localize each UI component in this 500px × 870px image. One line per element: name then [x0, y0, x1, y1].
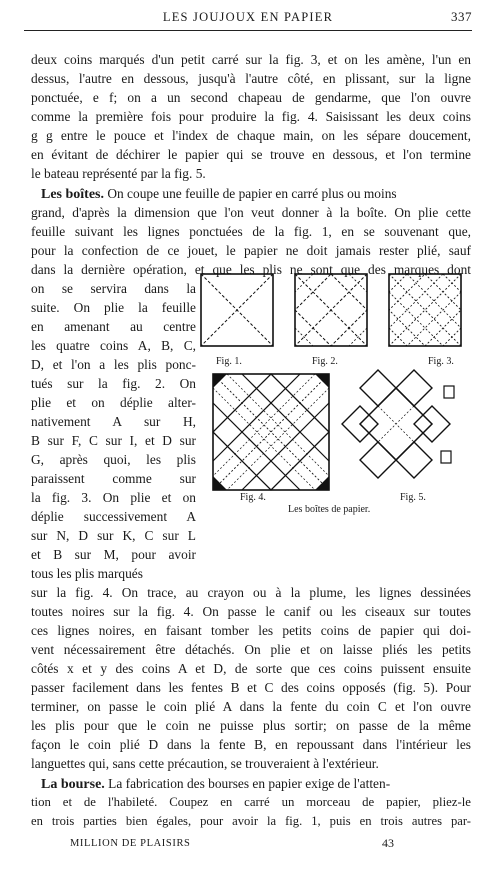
text-line: sur N, D sur K, C sur L	[31, 528, 196, 543]
fig-5-diagram	[342, 370, 454, 478]
text-line: deux coins marqués d'un petit carré sur la fig. 3, et on les amène, l'un en	[31, 52, 471, 67]
text-line: tous les plis marqués	[31, 566, 143, 581]
fig-5-label: Fig. 5.	[400, 492, 426, 503]
fig-2-label: Fig. 2.	[312, 356, 338, 367]
text-line: ponctuée, e f; on a un second chapeau de gendarme, que l'on ouvre	[31, 90, 471, 105]
fig-1-label: Fig. 1.	[216, 356, 242, 367]
text-line: terminer, on passe le coin plié A dans la fente du coin C et l'on ouvre	[31, 699, 471, 714]
text-line: en évitant de déchirer le papier qui se trouve en dessous, et l'on termine	[31, 147, 471, 162]
text-span: On coupe une feuille de papier en carré plus ou moins	[104, 186, 397, 201]
text-line: et B sur M, pour avoir	[31, 547, 196, 562]
text-line: vent nécessairement être détachés. On plie et on laisse pliés les petits	[31, 642, 471, 657]
section-heading-line	[31, 774, 471, 794]
text-line: dessus, l'autre en dessous, jusqu'à l'autre côté, en plissant, sur la ligne	[31, 71, 471, 86]
section-heading-bourse: La bourse.	[41, 777, 105, 792]
text-line: la fig. 3. On plie et on	[31, 490, 196, 505]
page-number: 337	[451, 9, 472, 24]
section-heading-line	[31, 184, 471, 204]
text-line: ces lignes noires, en faisant tomber les petits coins de papier qui doi-	[31, 623, 471, 638]
text-line: façon le coin plié D dans la fente B, en repoussant dans l'intérieur les	[31, 737, 471, 752]
text-line: D, et l'on a les plis ponc-	[31, 357, 196, 372]
text-line: les plis pour que le coin ne puisse plus sortir; on passe de la même	[31, 718, 471, 733]
footer-book-title: MILLION DE PLAISIRS	[70, 838, 191, 849]
text-line: languettes qui, sans cette précaution, se trouveraient à l'extérieur.	[31, 756, 379, 771]
text-line: en trois parties bien égales, pour avoir la fig. 1, puis en trois autres par-	[31, 814, 471, 828]
running-header	[24, 8, 472, 31]
text-line: comme la première fois pour produire la fig. 4. Saisissant les deux coins	[31, 109, 471, 124]
folding-diagrams	[196, 268, 476, 518]
text-line: le bateau représenté par la fig. 5.	[31, 166, 206, 181]
text-line: g g entre le pouce et l'index de chaque main, on les sépare doucement,	[31, 128, 471, 143]
text-line: suite. On plie la feuille	[31, 300, 196, 315]
text-line: passer facilement dans les fentes B et C des coins opposés (fig. 5). Pour	[31, 680, 471, 695]
figures-block	[196, 268, 476, 518]
text-line: tion et de l'habileté. Coupez en carré un morceau de papier, pliez-le	[31, 795, 471, 809]
text-line: en amenant au centre	[31, 319, 196, 334]
text-line: plie et on déplie alter-	[31, 395, 196, 410]
text-line: paraissent comme sur	[31, 471, 196, 486]
fig-3-diagram	[389, 274, 461, 346]
text-line: nativement A sur H,	[31, 414, 196, 429]
text-line: on se servira dans la	[31, 281, 196, 296]
fig-2-diagram	[295, 274, 367, 346]
text-line: toutes noires sur la fig. 4. On passe le canif ou les ciseaux sur toutes	[31, 604, 471, 619]
text-line: feuille suivant les lignes ponctuées de la fig. 1, en se souvenant que,	[31, 224, 471, 239]
footer-signature-number: 43	[382, 836, 394, 850]
text-line: côtés x et y des coins A et D, de sorte que ces coins puissent ensuite	[31, 661, 471, 676]
text-span: La fabrication des bourses en papier exige de l'atten-	[104, 776, 391, 791]
running-title: LES JOUJOUX EN PAPIER	[162, 10, 334, 24]
section-heading-boites: Les boîtes.	[41, 187, 104, 202]
text-line: grand, d'après la dimension que l'on veut donner à la boîte. On plie cette	[31, 205, 471, 220]
text-line: pour la confection de ce jouet, le papier ne doit jamais rester plié, sauf	[31, 243, 471, 258]
text-line: B sur F, C sur I, et D sur	[31, 433, 196, 448]
figure-caption: Les boîtes de papier.	[288, 504, 371, 515]
text-line: sur la fig. 4. On trace, au crayon ou à la plume, les lignes dessinées	[31, 585, 471, 600]
fig-1-diagram	[201, 274, 273, 346]
fig-4-label: Fig. 4.	[240, 492, 266, 503]
text-line: les quatre coins A, B, C,	[31, 338, 196, 353]
text-line: tués sur la fig. 2. On	[31, 376, 196, 391]
fig-3-label: Fig. 3.	[428, 356, 454, 367]
text-line: dans la dernière opération, et que les plis ne sont que des marques dont	[31, 262, 471, 277]
text-line: G, après quoi, les plis	[31, 452, 196, 467]
fig-4-diagram	[213, 374, 329, 490]
text-line: déplie successivement A	[31, 509, 196, 524]
